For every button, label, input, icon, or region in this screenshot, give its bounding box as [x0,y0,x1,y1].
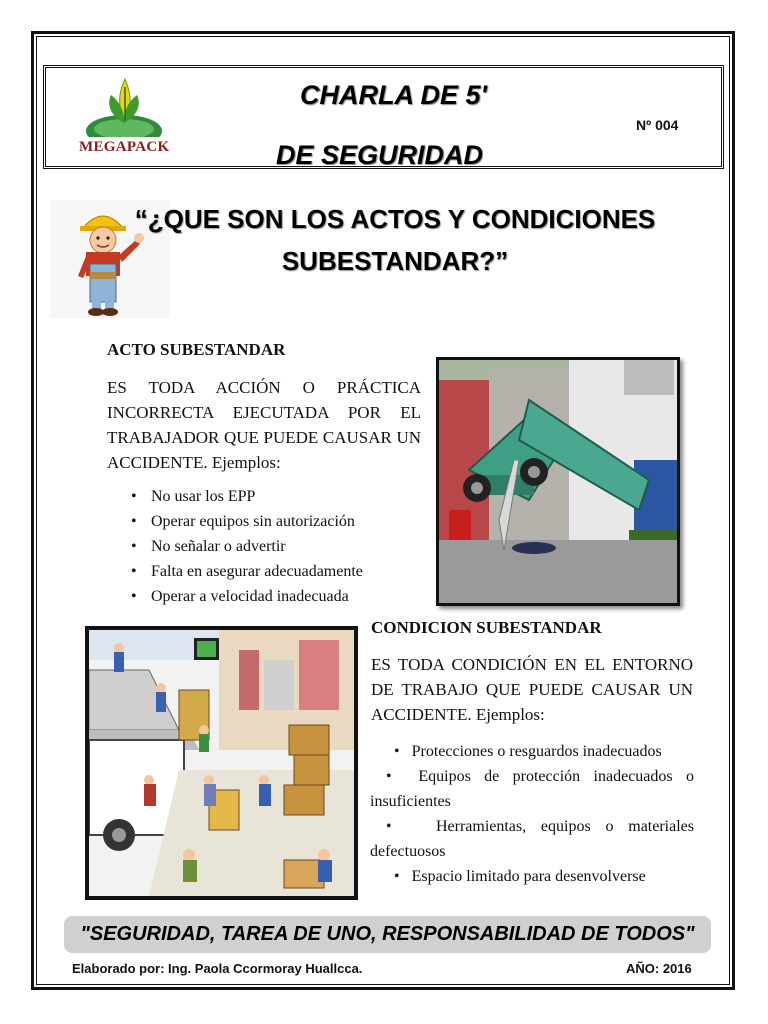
bullet: • [394,743,400,760]
acto-definition: ES TODA ACCIÓN O PRÁCTICA INCORRECTA EJECUTADA POR EL TRABAJADOR QUE PUEDE CAUSAR UN ACCIDENTE. Ejemplos: [107,378,421,472]
list-item: • Operar equipos sin autorización [127,509,417,534]
author-credit: Elaborado por: Ing. Paola Ccormoray Huallcca. [72,961,363,976]
header-title-line1: CHARLA DE 5' [300,80,487,110]
document-number: Nº 004 [636,117,679,133]
logo-text: MEGAPACK [79,139,170,155]
warehouse-cartoon-illustration [85,626,358,900]
list-item: • No usar los EPP [127,484,417,509]
truck-accident-photo [436,357,680,606]
list-item: • Falta en asegurar adecuadamente [127,559,417,584]
list-item: • No señalar o advertir [127,534,417,559]
acto-examples-list [127,484,417,609]
year-label: AÑO: 2016 [626,961,692,976]
list-item [370,864,694,889]
main-title: “¿QUE SON LOS ACTOS Y CONDICIONES SUBESTANDAR?” [134,204,656,276]
list-item [370,814,694,864]
list-item-text: Herramientas, equipos o materiales defectuosos [370,818,694,860]
list-item-text: Equipos de protección inadecuados o insuficientes [370,768,694,810]
list-item-text: Protecciones o resguardos inadecuados [411,743,662,760]
bullet: • [394,868,400,885]
header-title-line2: DE SEGURIDAD [276,140,484,165]
list-item [370,739,694,764]
condicion-definition: ES TODA CONDICIÓN EN EL ENTORNO DE TRABAJO QUE PUEDE CAUSAR UN ACCIDENTE. Ejemplos: [371,655,693,724]
bullet: • [386,818,392,835]
list-item: • Operar a velocidad inadecuada [127,584,417,609]
acto-title: ACTO SUBESTANDAR [107,340,286,359]
slogan: "SEGURIDAD, TAREA DE UNO, RESPONSABILIDAD DE TODOS" [80,923,695,945]
condicion-title: CONDICION SUBESTANDAR [371,618,602,637]
list-item [370,764,694,814]
condicion-examples-list [370,739,694,889]
list-item-text: Espacio limitado para desenvolverse [411,868,646,885]
bullet: • [386,768,392,785]
